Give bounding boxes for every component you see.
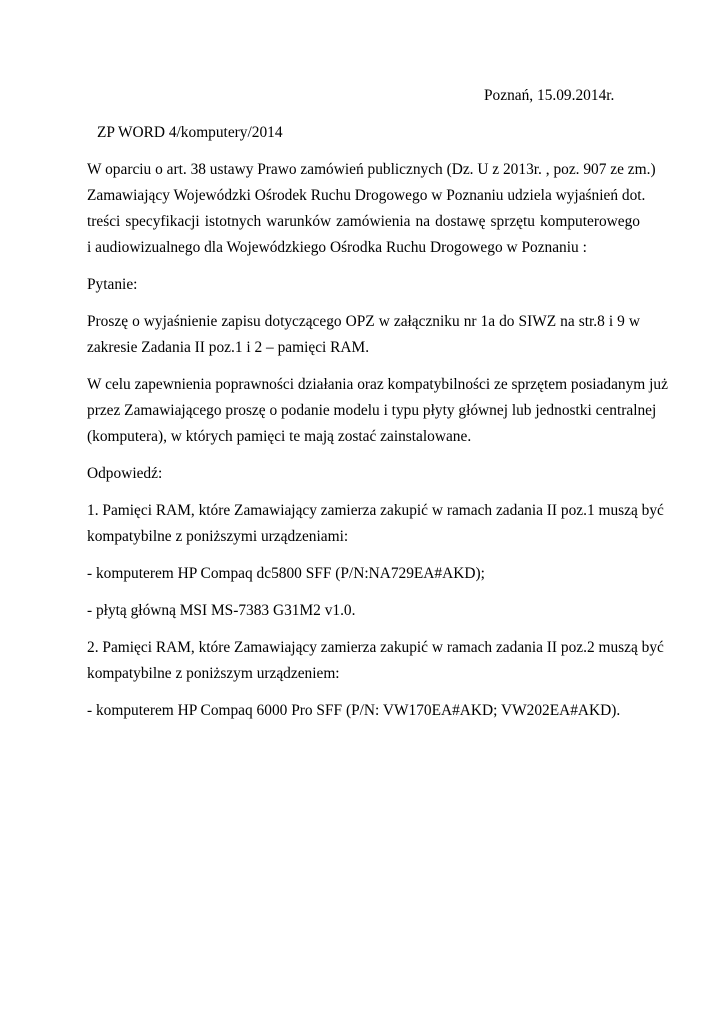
answer-1-line-2: kompatybilne z poniższymi urządzeniami:: [87, 528, 349, 545]
question-p2-line-3: (komputera), w których pamięci te mają zostać zainstalowane.: [87, 428, 472, 445]
question-p1-line-2: zakresie Zadania II poz.1 i 2 – pamięci RAM.: [87, 339, 370, 356]
answer-1-line-1: 1. Pamięci RAM, które Zamawiający zamierza zakupić w ramach zadania II poz.1 muszą być: [87, 502, 664, 519]
answer-2-line-1: 2. Pamięci RAM, które Zamawiający zamierza zakupić w ramach zadania II poz.2 muszą być: [87, 639, 664, 656]
answer-2-item-1: - komputerem HP Compaq 6000 Pro SFF (P/N: VW170EA#AKD; VW202EA#AKD).: [87, 702, 621, 719]
answer-1-item-2: - płytą główną MSI MS-7383 G31M2 v1.0.: [87, 602, 356, 619]
answer-1-item-1: - komputerem HP Compaq dc5800 SFF (P/N:NA729EA#AKD);: [87, 565, 485, 582]
answer-heading: Odpowiedź:: [87, 465, 163, 482]
question-heading: Pytanie:: [87, 276, 138, 293]
answer-2-line-2: kompatybilne z poniższym urządzeniem:: [87, 665, 340, 682]
intro-line-1: W oparciu o art. 38 ustawy Prawo zamówień publicznych (Dz. U z 2013r. , poz. 907 ze zm.): [87, 161, 656, 178]
reference-number: ZP WORD 4/komputery/2014: [97, 124, 283, 141]
intro-line-3: treści specyfikacji istotnych warunków zamówienia na dostawę sprzętu komputerowego: [87, 213, 640, 230]
question-p2-line-2: przez Zamawiającego proszę o podanie modelu i typu płyty głównej lub jednostki centralnej: [87, 402, 657, 419]
question-p1-line-1: Proszę o wyjaśnienie zapisu dotyczącego OPZ w załączniku nr 1a do SIWZ na str.8 i 9 w: [87, 313, 640, 330]
intro-line-2: Zamawiający Wojewódzki Ośrodek Ruchu Drogowego w Poznaniu udziela wyjaśnień dot.: [87, 187, 646, 204]
place-date: Poznań, 15.09.2014r.: [484, 87, 615, 104]
intro-line-4: i audiowizualnego dla Wojewódzkiego Ośrodka Ruchu Drogowego w Poznaniu :: [87, 239, 587, 256]
question-p2-line-1: W celu zapewnienia poprawności działania oraz kompatybilności ze sprzętem posiadanym już: [87, 376, 668, 393]
